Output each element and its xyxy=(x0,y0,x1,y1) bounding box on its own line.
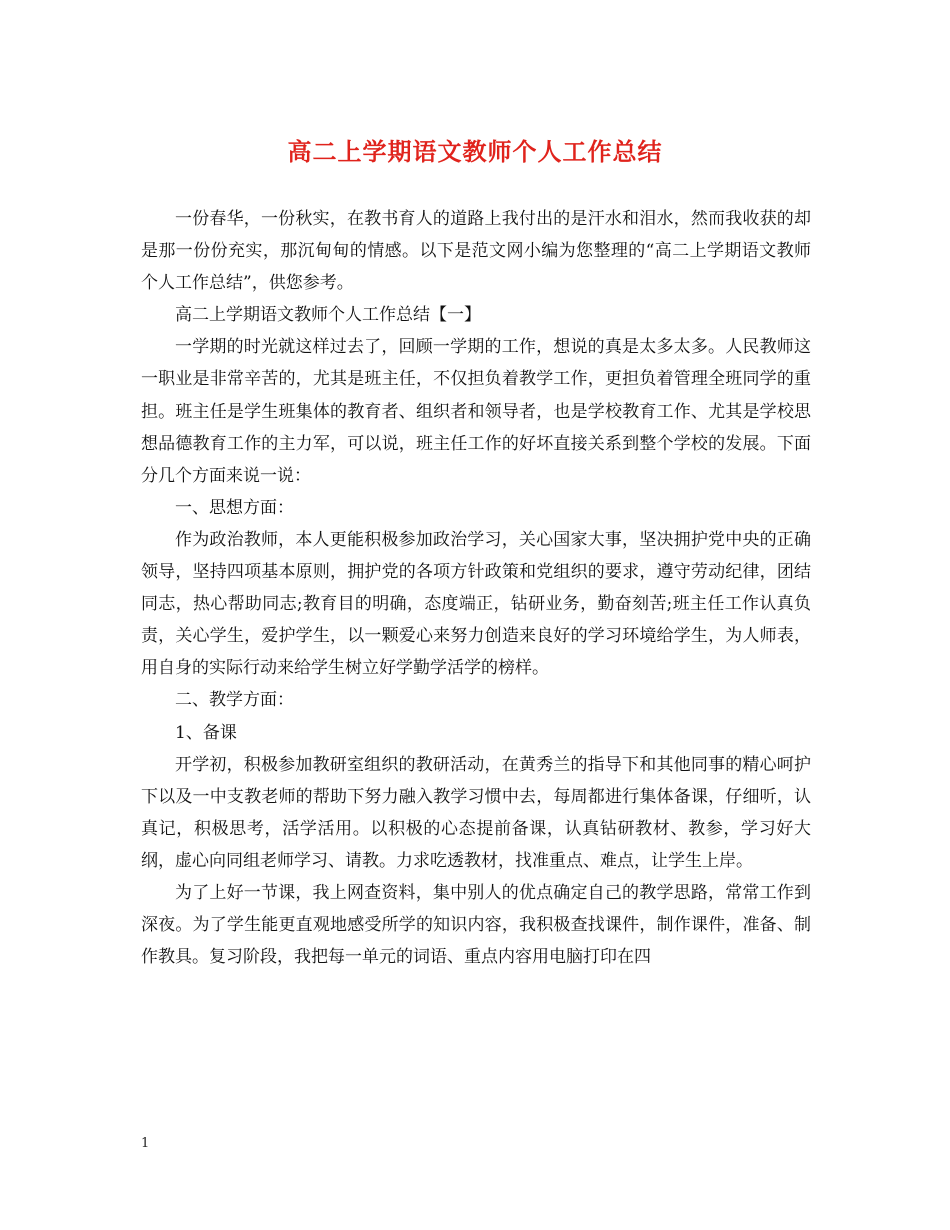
page-number: 1 xyxy=(141,1136,150,1151)
document-title: 高二上学期语文教师个人工作总结 xyxy=(287,137,663,166)
paragraph-preparation: 开学初，积极参加教研室组织的教研活动，在黄秀兰的指导下和其他同事的精心呵护下以及一中支教老师的帮助下努力融入教学习惯中去，每周都进行集体备课，仔细听，认真记，积极思考，活学活用。以积极的心态提前备课，认真钻研教材、教参，学习好大纲，虚心向同组老师学习、请教。力求吃透教材，找准重点、难点，让学生上岸。 xyxy=(141,754,811,871)
document-body xyxy=(141,203,811,973)
paragraph-lesson: 为了上好一节课，我上网查资料，集中别人的优点确定自己的教学思路，常常工作到深夜。为了学生能更直观地感受所学的知识内容，我积极查找课件，制作课件，准备、制作教具。复习阶段，我把每一单元的词语、重点内容用电脑打印在四 xyxy=(141,882,811,968)
paragraph-overview: 一学期的时光就这样过去了，回顾一学期的工作，想说的真是太多太多。人民教师这一职业是非常辛苦的，尤其是班主任，不仅担负着教学工作，更担负着管理全班同学的重担。班主任是学生班集体的教育者、组织者和领导者，也是学校教育工作、尤其是学校思想品德教育工作的主力军，可以说，班主任工作的好坏直接关系到整个学校的发展。下面分几个方面来说一说： xyxy=(141,337,811,486)
paragraph-heading-preparation: 1、备课 xyxy=(175,722,237,743)
paragraph-heading-thought: 一、思想方面： xyxy=(175,497,294,518)
paragraph-intro: 一份春华，一份秋实，在教书育人的道路上我付出的是汗水和泪水，然而我收获的却是那一份份充实，那沉甸甸的情感。以下是范文网小编为您整理的“高二上学期语文教师个人工作总结”，供您参考。 xyxy=(141,209,811,294)
paragraph-thought: 作为政治教师，本人更能积极参加政治学习，关心国家大事，坚决拥护党中央的正确领导，坚持四项基本原则，拥护党的各项方针政策和党组织的要求，遵守劳动纪律，团结同志，热心帮助同志;教育目的明确，态度端正，钻研业务，勤奋刻苦;班主任工作认真负责，关心学生，爱护学生，以一颗爱心来努力创造来良好的学习环境给学生，为人师表，用自身的实际行动来给学生树立好学勤学活学的榜样。 xyxy=(141,529,811,679)
paragraph-section-heading: 高二上学期语文教师个人工作总结【一】 xyxy=(175,305,481,326)
paragraph-heading-teaching: 二、教学方面： xyxy=(175,690,294,711)
